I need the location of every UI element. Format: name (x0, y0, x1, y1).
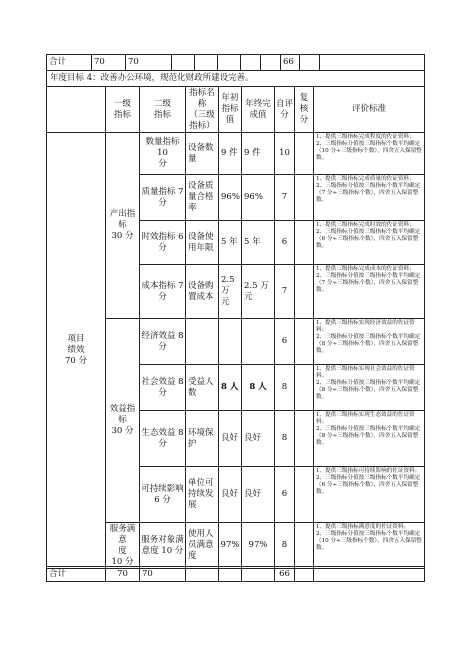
level3-cell: 设备质 量合格 率 (186, 175, 219, 221)
criteria-cell: 1、提供三级指标完成程度的佐证资料； 2、三级指标分值按三级指标个数平均确定（10 分÷三级指标个数），四舍五入保留整数。 (314, 133, 425, 175)
criteria-cell: 1、提供三级指标完成质量的佐证资料； 2、三级指标分值按三级指标个数平均确定（7 分÷三级指标个数），四舍五入保留整数。 (314, 175, 425, 221)
performance-table (46, 86, 425, 569)
project-performance-cell: 项目 绩效 70 分 (47, 133, 106, 569)
top-total-self-score: 66 (281, 55, 300, 71)
level3-cell: 单位可 持续发 展 (186, 467, 219, 523)
level2-cell: 服务对象满 意度 10 分 (140, 523, 186, 569)
actual-value-cell: 8 人 (242, 365, 275, 411)
bottom-total-label: 合计 (47, 567, 106, 582)
satisfaction-indicator-group: 服务满意 度 10 分 (106, 523, 140, 569)
review-score-cell (295, 411, 314, 467)
criteria-cell: 1、提供三级指标完成成本的佐证资料； 2、三级指标分值按三级指标个数平均确定（7 分÷三级指标个数），四舍五入保留整数。 (314, 265, 425, 319)
criteria-cell: 1、提供三级指标可持续影响的佐证资料； 2、三级指标分值按三级指标个数平均确定（6 分÷三级指标个数），四舍五入保留整数。 (314, 467, 425, 523)
header-review-score: 复 核 分 (295, 87, 314, 133)
actual-value-cell: 96% (242, 175, 275, 221)
level2-cell: 可持续影响 6 分 (140, 467, 186, 523)
level3-cell: 环境保 护 (186, 411, 219, 467)
review-score-cell (295, 523, 314, 569)
self-score-cell: 6 (275, 221, 295, 265)
initial-value-cell: 良好 (219, 411, 242, 467)
initial-value-cell: 2.5 万 元 (219, 265, 242, 319)
actual-value-cell: 5 年 (242, 221, 275, 265)
review-score-cell (295, 175, 314, 221)
review-score-cell (295, 221, 314, 265)
header-level2: 二级 指标 (140, 87, 186, 133)
self-score-cell: 6 (275, 467, 295, 523)
initial-value-cell: 9 件 (219, 133, 242, 175)
top-total-label: 合计 (47, 55, 92, 71)
actual-value-cell: 9 件 (242, 133, 275, 175)
level3-cell: 设备购 置成本 (186, 265, 219, 319)
actual-value-cell: 97% (242, 523, 275, 569)
level2-cell: 生态效益 8 分 (140, 411, 186, 467)
bottom-total-self-score: 66 (275, 567, 295, 582)
self-score-cell: 7 (275, 175, 295, 221)
actual-value-cell: 良好 (242, 467, 275, 523)
review-score-cell (295, 467, 314, 523)
actual-value-cell: 良好 (242, 411, 275, 467)
level2-cell: 经济效益 8 分 (140, 319, 186, 365)
actual-value-cell (242, 319, 275, 365)
criteria-cell: 1、提供三级指标满意度的佐证资料； 2、三级指标分值按三级指标个数平均确定（10 分÷三级指标个数），四舍五入保留整数。 (314, 523, 425, 569)
initial-value-cell: 97% (219, 523, 242, 569)
top-total-value-1: 70 (92, 55, 126, 71)
self-score-cell: 6 (275, 319, 295, 365)
initial-value-cell: 良好 (219, 467, 242, 523)
level3-cell: 设备数 量 (186, 133, 219, 175)
level3-cell: 受益人 数 (186, 365, 219, 411)
criteria-cell: 1、提供三级指标完成时效的佐证资料； 2、三级指标分值按三级指标个数平均确定（6 分÷三级指标个数），四舍五入保留整数。 (314, 221, 425, 265)
annual-goal: 年度目标 4：改善办公环境，规范化财政所建设完善。 (47, 71, 425, 87)
top-total-table (46, 54, 425, 87)
self-score-cell: 7 (275, 265, 295, 319)
level3-cell (186, 319, 219, 365)
review-score-cell (295, 365, 314, 411)
header-initial: 年初 指标 值 (219, 87, 242, 133)
bottom-total-table (46, 566, 425, 582)
review-score-cell (295, 319, 314, 365)
level2-cell: 社会效益 8 分 (140, 365, 186, 411)
initial-value-cell: 8 人 (219, 365, 242, 411)
self-score-cell: 8 (275, 411, 295, 467)
level2-cell: 成本指标 7 分 (140, 265, 186, 319)
header-self-score: 自评 分 (275, 87, 295, 133)
initial-value-cell: 96% (219, 175, 242, 221)
review-score-cell (295, 265, 314, 319)
self-score-cell: 8 (275, 365, 295, 411)
criteria-cell: 1、提供三级指标实现生态效益的佐证资料； 2、三级指标分值按三级指标个数平均确定（8 分÷三级指标个数），四舍五入保留整数。 (314, 411, 425, 467)
initial-value-cell (219, 319, 242, 365)
criteria-cell: 1、提供三级指标实现经济效益的佐证资料； 2、三级指标分值按三级指标个数平均确定（8 分÷三级指标个数），四舍五入保留整数。 (314, 319, 425, 365)
level2-cell: 时效指标 6 分 (140, 221, 186, 265)
level2-cell: 数量指标 10 分 (140, 133, 186, 175)
self-score-cell: 10 (275, 133, 295, 175)
bottom-total-value-2: 70 (140, 567, 186, 582)
level3-cell: 设备使 用年限 (186, 221, 219, 265)
header-level3: 指标名 称 （三级 指标） (186, 87, 219, 133)
bottom-total-value-1: 70 (106, 567, 140, 582)
review-score-cell (295, 133, 314, 175)
header-criteria: 评价标准 (314, 87, 425, 133)
header-level1: 一级 指标 (106, 87, 140, 133)
top-total-value-2: 70 (126, 55, 172, 71)
output-indicator-group: 产出指标 30 分 (106, 133, 140, 319)
benefit-indicator-group: 效益指标 30 分 (106, 319, 140, 523)
initial-value-cell: 5 年 (219, 221, 242, 265)
level2-cell: 质量指标 7 分 (140, 175, 186, 221)
header-actual: 年终完 成值 (242, 87, 275, 133)
actual-value-cell: 2.5 万元 (242, 265, 275, 319)
self-score-cell: 8 (275, 523, 295, 569)
level3-cell: 使用人 员满意度 (186, 523, 219, 569)
criteria-cell: 1、提供三级指标实现社会效益的佐证资料； 2、三级指标分值按三级指标个数平均确定（8 分÷三级指标个数），四舍五入保留整数。 (314, 365, 425, 411)
